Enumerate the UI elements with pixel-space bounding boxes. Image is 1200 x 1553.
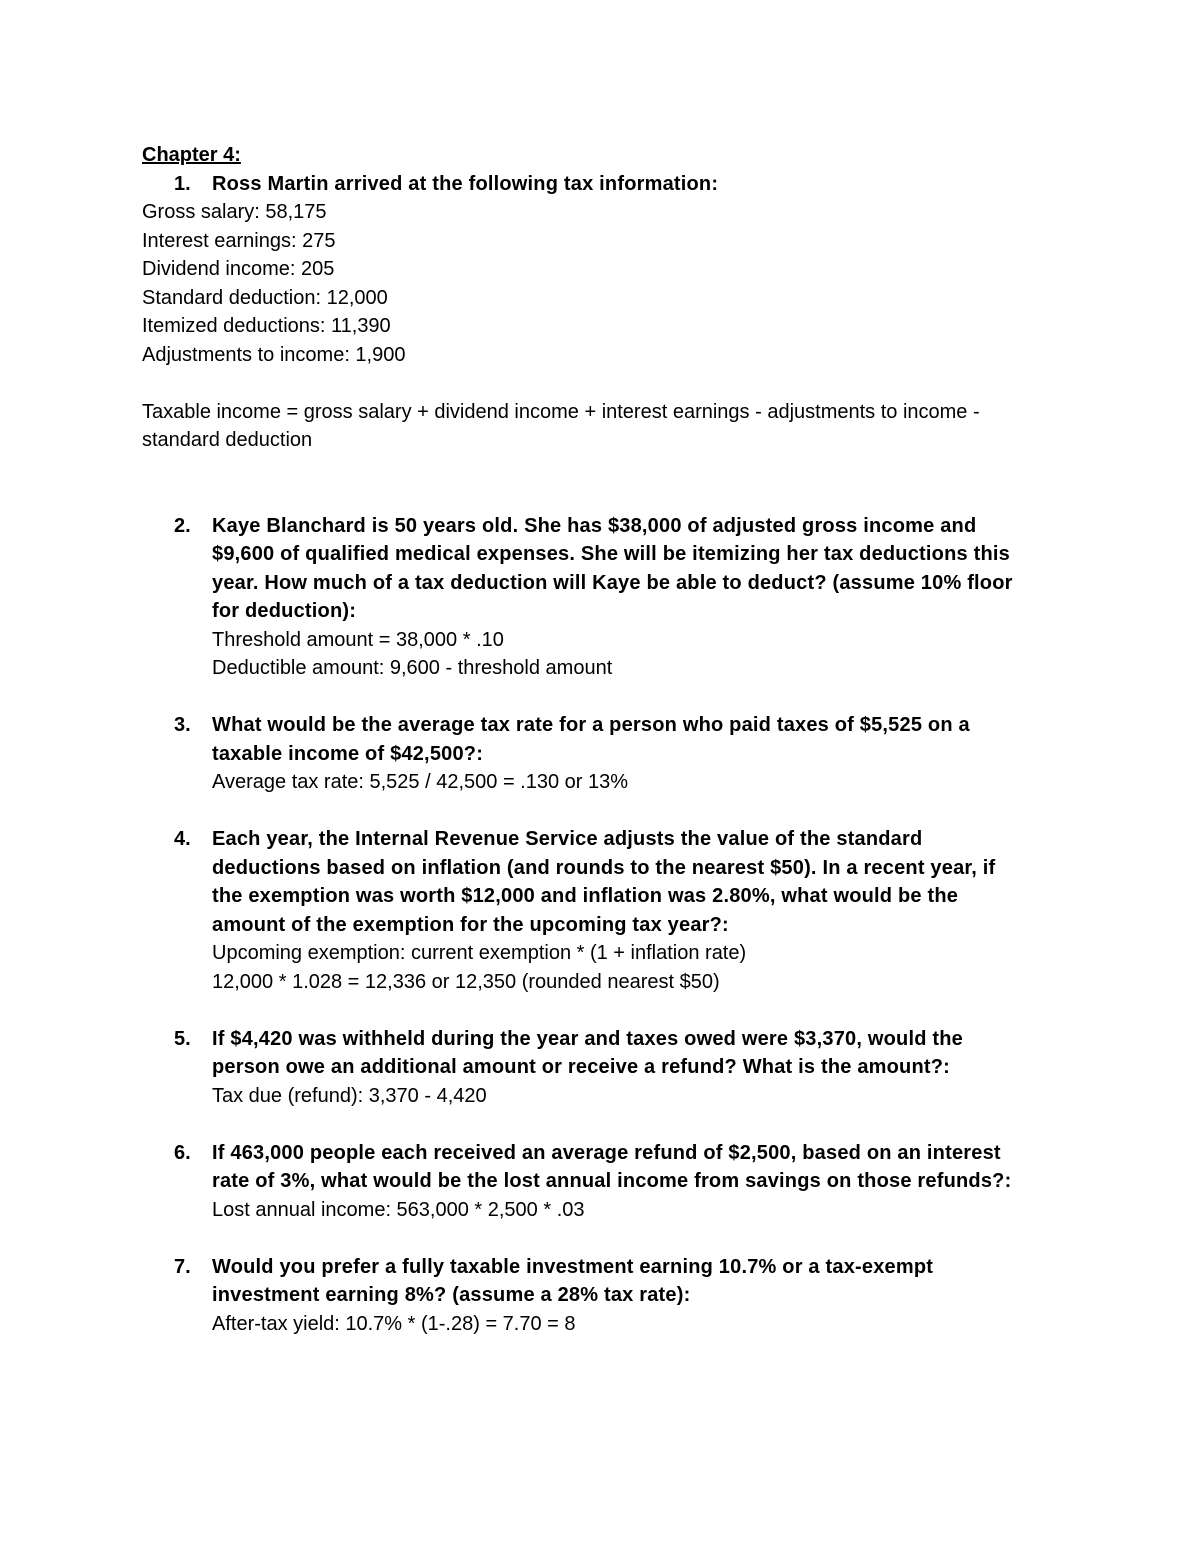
q1-formula [142, 398, 1077, 455]
question-prompt-line: investment earning 8%? (assume a 28% tax rate): [212, 1284, 691, 1306]
question-5 [142, 1025, 1077, 1111]
question-6 [142, 1139, 1077, 1225]
question-prompt-line: If 463,000 people each received an average refund of $2,500, based on an interest [212, 1141, 1001, 1164]
fact-adjustments-to-income: Adjustments to income: 1,900 [142, 343, 406, 366]
question-prompt-line: What would be the average tax rate for a person who paid taxes of $5,525 on a [212, 714, 970, 736]
question-number: 7. [174, 1255, 191, 1278]
question-prompt-line: for deduction): [212, 600, 357, 622]
q1-facts [142, 198, 1077, 369]
question-prompt-line: Each year, the Internal Revenue Service adjusts the value of the standard [212, 828, 923, 850]
question-prompt-line: deductions based on inflation (and rounds to the nearest $50). In a recent year, if [212, 856, 996, 879]
answer-line: 12,000 * 1.028 = 12,336 or 12,350 (rounded nearest $50) [212, 970, 720, 993]
question-prompt-line: Kaye Blanchard is 50 years old. She has $38,000 of adjusted gross income and [212, 514, 977, 537]
fact-interest-earnings: Interest earnings: 275 [142, 229, 336, 252]
document-body [142, 141, 1077, 1338]
question-prompt-line: Would you prefer a fully taxable investment earning 10.7% or a tax-exempt [212, 1255, 934, 1278]
answer-line: Upcoming exemption: current exemption * (1 + inflation rate) [212, 942, 747, 964]
question-number: 2. [174, 514, 191, 537]
answer-line: Deductible amount: 9,600 - threshold amount [212, 657, 613, 679]
question-7 [142, 1253, 1077, 1339]
question-prompt-line: year. How much of a tax deduction will Kaye be able to deduct? (assume 10% floor [212, 571, 1013, 594]
question-prompt-line: the exemption was worth $12,000 and inflation was 2.80%, what would be the [212, 885, 959, 907]
question-number: 1. [174, 172, 191, 195]
question-number: 5. [174, 1027, 191, 1050]
question-number: 3. [174, 714, 191, 736]
answer-line: Tax due (refund): 3,370 - 4,420 [212, 1084, 487, 1107]
question-prompt-line: $9,600 of qualified medical expenses. She will be itemizing her tax deductions this [212, 543, 1010, 565]
answer-line: Average tax rate: 5,525 / 42,500 = .130 or 13% [212, 771, 629, 793]
question-3 [142, 711, 1077, 797]
formula-line: standard deduction [142, 429, 313, 451]
question-1 [142, 170, 1077, 199]
answer-line: Lost annual income: 563,000 * 2,500 * .03 [212, 1198, 585, 1221]
question-prompt-line: amount of the exemption for the upcoming tax year?: [212, 913, 729, 936]
answer-line: After-tax yield: 10.7% * (1-.28) = 7.70 = 8 [212, 1312, 576, 1335]
fact-standard-deduction: Standard deduction: 12,000 [142, 286, 388, 309]
fact-gross-salary: Gross salary: 58,175 [142, 201, 327, 223]
chapter-heading: Chapter 4: [142, 144, 241, 166]
question-number: 6. [174, 1141, 191, 1164]
question-4 [142, 825, 1077, 996]
formula-line: Taxable income = gross salary + dividend income + interest earnings - adjustments to income - [142, 400, 980, 423]
question-prompt: Ross Martin arrived at the following tax information: [212, 172, 719, 195]
question-prompt-line: person owe an additional amount or receive a refund? What is the amount?: [212, 1056, 951, 1078]
question-prompt-line: rate of 3%, what would be the lost annual income from savings on those refunds?: [212, 1170, 1012, 1192]
question-number: 4. [174, 828, 191, 850]
question-prompt-line: If $4,420 was withheld during the year and taxes owed were $3,370, would the [212, 1027, 963, 1050]
fact-dividend-income: Dividend income: 205 [142, 258, 335, 280]
question-prompt-line: taxable income of $42,500?: [212, 742, 484, 765]
fact-itemized-deductions: Itemized deductions: 11,390 [142, 315, 391, 337]
question-2 [142, 512, 1077, 683]
answer-line: Threshold amount = 38,000 * .10 [212, 628, 504, 651]
